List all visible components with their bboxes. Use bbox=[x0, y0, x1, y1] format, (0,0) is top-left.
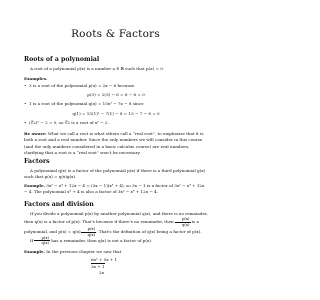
beware-text: What we call a root is what others call a “real root”, to emphasize that it is both a root and a real number. Since the only numbers we will consider in this course (and the only numbers considered in a basic calculus course) are real numbers, clarifying that a root is a “real root” won't be necessary. bbox=[24, 131, 204, 155]
factors-example-label: Example. bbox=[24, 183, 45, 188]
page-title: Roots & Factors bbox=[71, 28, 160, 40]
example-2-equation: q(1) = 15(1)² − 7(1) − 8 = 15 − 7 − 8 = 0 bbox=[72, 111, 160, 116]
division-example-label: Example. bbox=[24, 249, 45, 254]
factors-example bbox=[24, 183, 208, 196]
example-bullet-2 bbox=[24, 101, 207, 107]
bullet-icon: • bbox=[24, 101, 27, 106]
bullet-icon: • bbox=[24, 120, 27, 125]
long-division bbox=[87, 257, 117, 276]
division-example bbox=[24, 249, 208, 255]
division-example-text: In the previous chapter we saw that bbox=[45, 249, 122, 254]
fraction: $\frac{p(x)}{q(x)}$ bbox=[175, 217, 191, 227]
factors-example-text: 3x⁵ − x⁴ + 12x − 4 = (3x − 1)(x⁴ + 4), so 3x − 1 is a factor of 3x⁵ − x⁴ + 12x − 4. The polynomial x⁴ + 4 is also a factor of 3x⁵ − x⁴ + 12x − 4. bbox=[24, 183, 205, 195]
division-paragraph-1: If you divide a polynomial p(x) by another polynomial q(x), and there is no remainder, then q(x) is a factor of p(x). That's because if there's no remainder, then $\frac{p(x)}{q(x)}$ is a polynomial, and p(x) = q(x) $\frac{p(x)}{q(x)}$ . That's the definition of q(x) being a factor of p(x). bbox=[24, 211, 208, 237]
example-bullet-1 bbox=[24, 83, 207, 89]
section-heading-roots: Roots of a polynomial bbox=[24, 56, 100, 63]
bullet-icon: • bbox=[24, 83, 27, 88]
long-division-divisor: 3x + 1 bbox=[91, 264, 105, 269]
example-bullet-3 bbox=[24, 120, 207, 126]
fraction: $\frac{p(x)}{q(x)}$ bbox=[81, 227, 97, 237]
division-paragraph-2: If $\frac{p(x)}{q(x)}$ has a remainder, then q(x) is not a factor of p(x). bbox=[30, 235, 153, 246]
example-2-text: 1 is a root of the polynomial q(x) = 15x² − 7x − 8 since bbox=[29, 101, 144, 106]
example-1-text: 3 is a root of the polynomial p(x) = 2x − 6 because bbox=[29, 83, 135, 88]
beware-paragraph bbox=[24, 131, 208, 156]
long-division-result: 2x bbox=[99, 270, 104, 275]
examples-label: Examples. bbox=[24, 76, 48, 81]
long-division-dividend: 6x² + 5x + 1 bbox=[91, 257, 118, 262]
roots-definition: A root of a polynomial p(x) is a number a ∈ ℝ such that p(a) = 0. bbox=[30, 66, 165, 71]
section-heading-division: Factors and division bbox=[24, 201, 94, 208]
beware-label: Be aware: bbox=[24, 131, 47, 136]
example-3-text: (∛2)³ − 2 = 0, so ∛2 is a root of x³ − 2. bbox=[29, 120, 109, 125]
fraction: $\frac{p(x)}{q(x)}$ bbox=[34, 236, 50, 246]
factors-definition: A polynomial q(x) is a factor of the polynomial p(x) if there is a third polynomial g(x) such that p(x) = q(x)g(x). bbox=[24, 168, 206, 180]
example-1-equation: p(3) = 2(3) − 6 = 6 − 6 = 0 bbox=[87, 92, 145, 97]
section-heading-factors: Factors bbox=[24, 158, 50, 165]
